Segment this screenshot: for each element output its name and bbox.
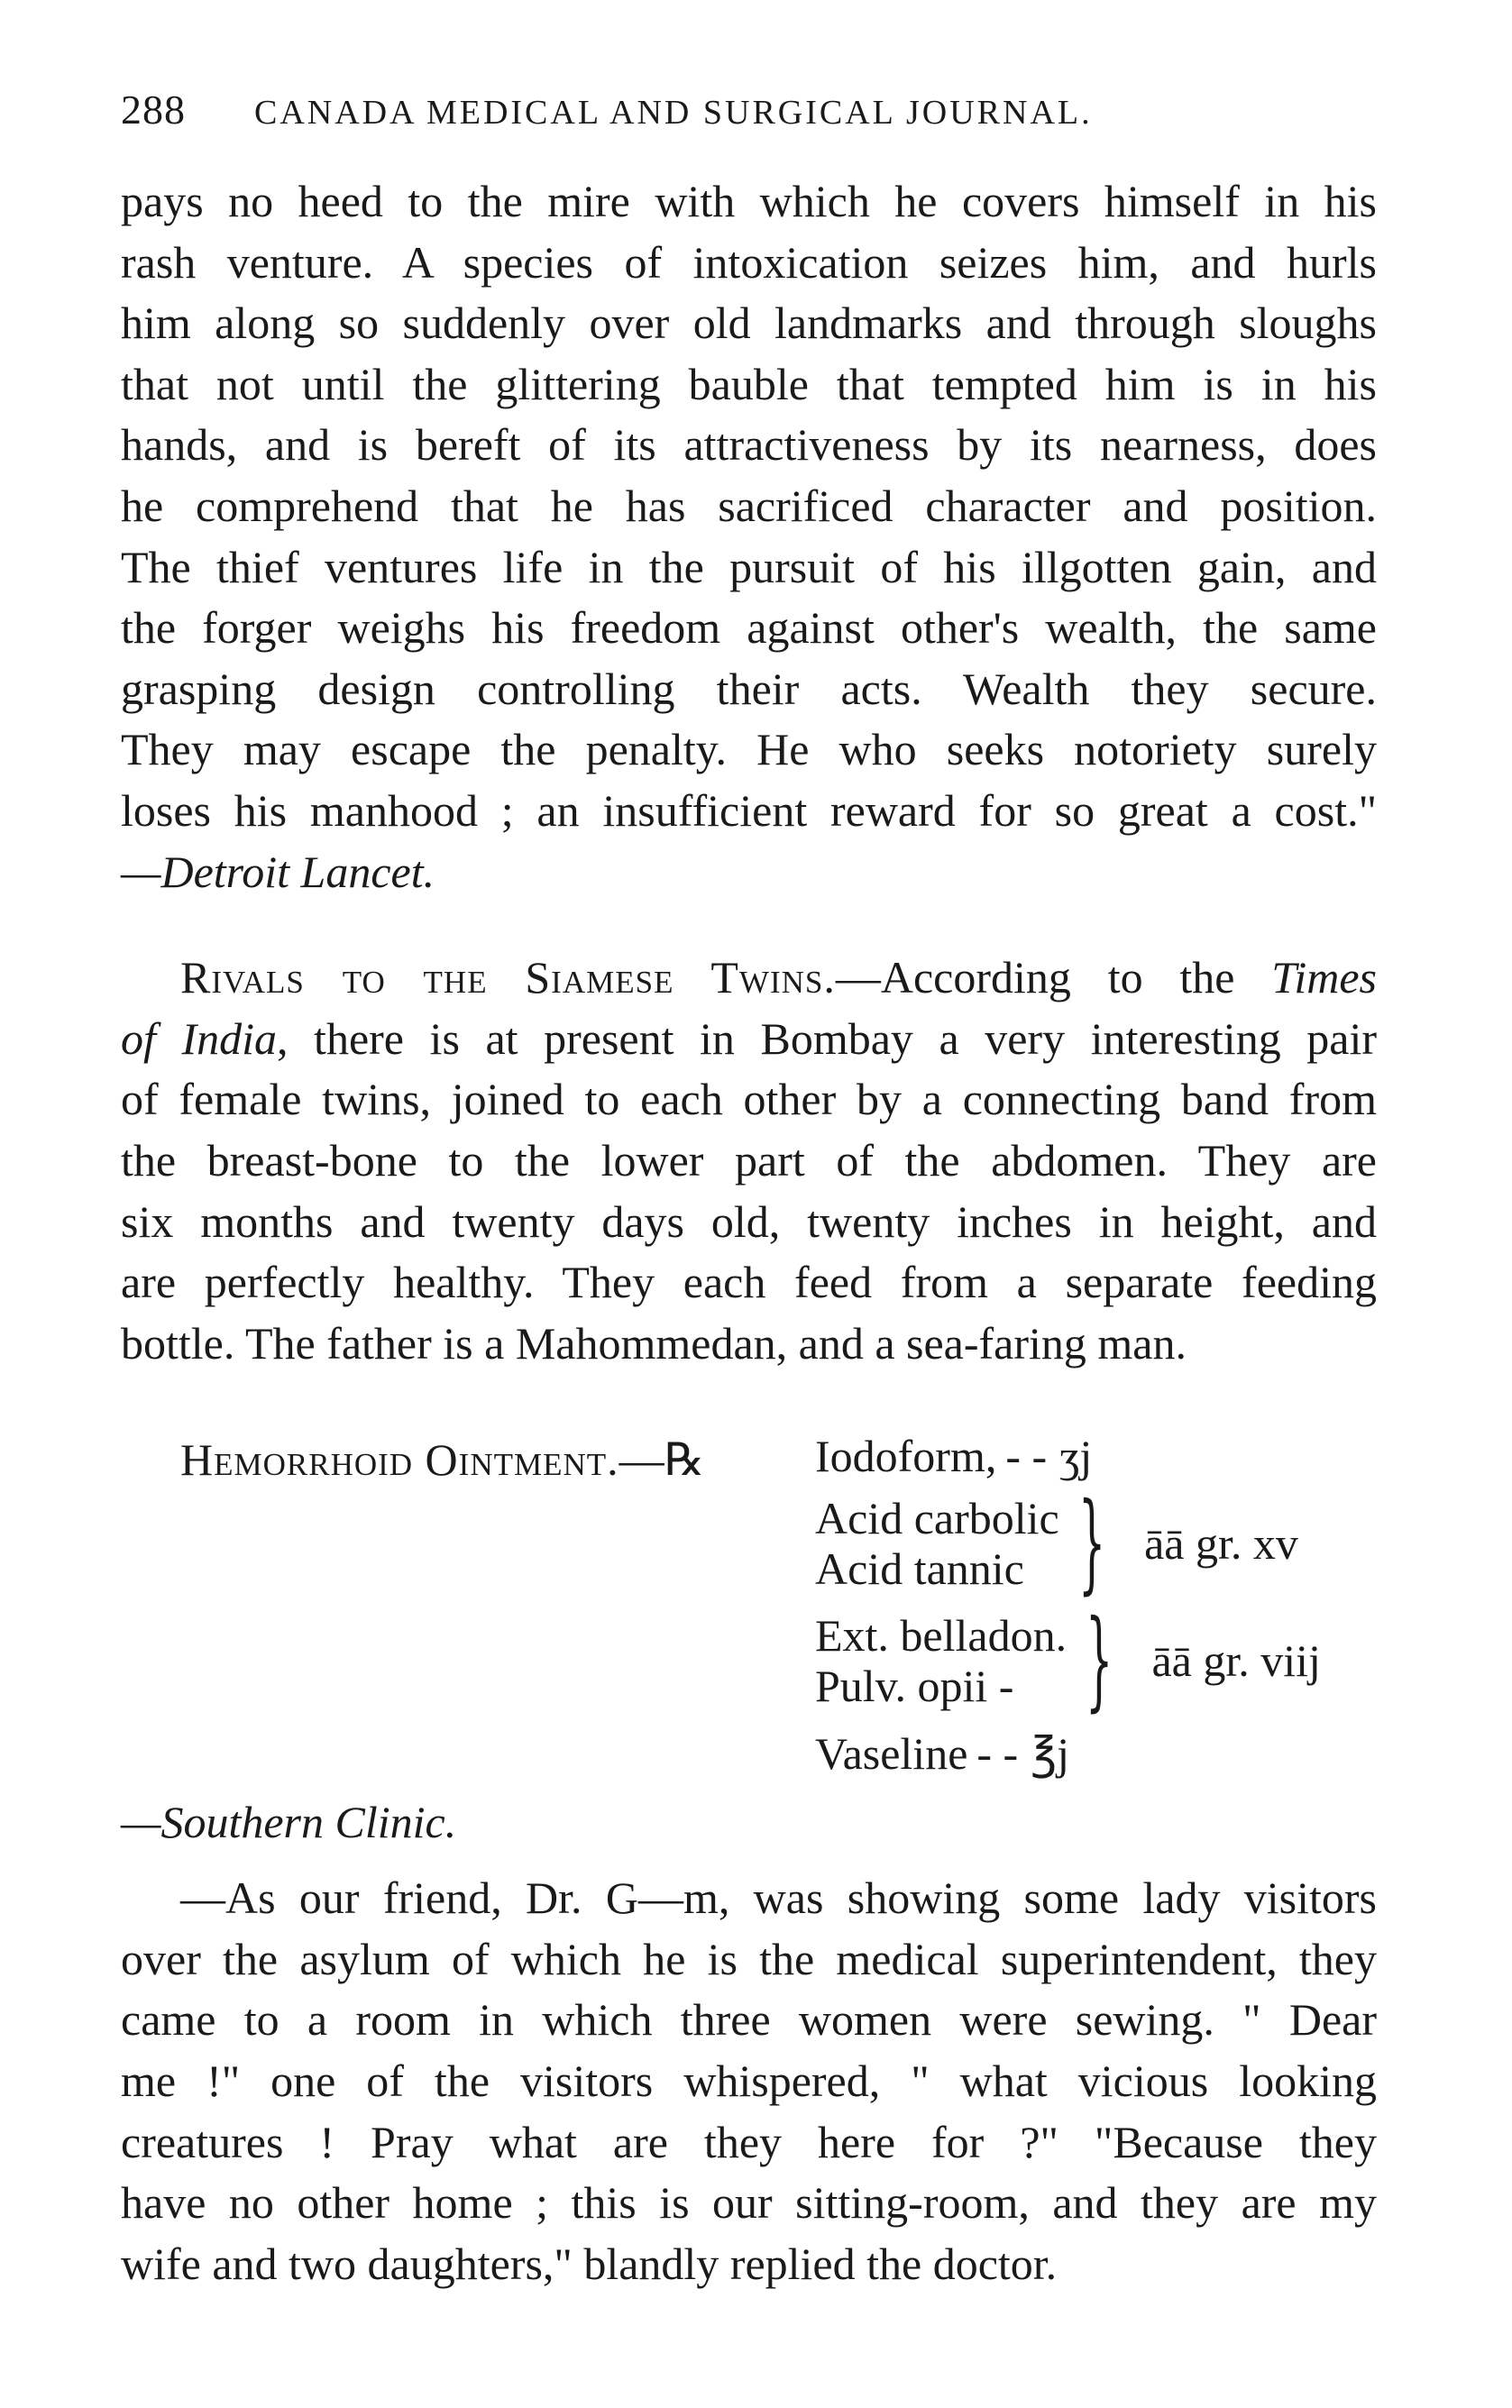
ingredient-quantity: ʒj (1059, 1431, 1093, 1482)
ingredient-list (815, 1426, 1356, 1783)
ingredient-name: Iodoform, (815, 1431, 997, 1482)
text-line (121, 948, 1377, 1009)
leader-dashes: - - (1005, 1431, 1048, 1482)
ingredient-name: Pulv. opii - (815, 1661, 1014, 1712)
ingredient-name: Ext. belladon. (815, 1610, 1068, 1662)
text-line: came to a room in which three women were sewing. " Dear (121, 1994, 1377, 2046)
article-anecdote (121, 1868, 1377, 2294)
text-line: the breast-bone to the lower part of the abdomen. They are (121, 1134, 1377, 1186)
text-line: the forger weighs his freedom against other's wealth, the same (121, 602, 1377, 654)
prescription-title-text: Hemorrhoid Ointment. (180, 1434, 619, 1486)
text-line: The thief ventures life in the pursuit of his illgotten gain, and (121, 541, 1377, 592)
leader-dashes: - - (976, 1728, 1019, 1780)
ingredient-group (815, 1598, 1356, 1724)
italic-run: of India (121, 1012, 277, 1064)
brace-symbol: } (1077, 1480, 1106, 1607)
text-line: grasping design controlling their acts. Wealth they secure. (121, 663, 1377, 714)
text-line: that not until the glittering bauble that tempted him is in his (121, 358, 1377, 409)
text-line: They may escape the penalty. He who seeks notoriety surely (121, 724, 1377, 775)
brace-symbol: } (1086, 1598, 1113, 1724)
ingredient-name: Acid tannic (815, 1543, 1024, 1595)
text-run: —According to the (835, 952, 1272, 1003)
text-line: loses his manhood ; an insufficient reward for so great a cost." (121, 784, 1377, 836)
ingredient-quantity: ℥j (1031, 1728, 1069, 1780)
prescription-block (121, 1426, 1377, 1848)
text-line: him along so suddenly over old landmarks and through sloughs (121, 298, 1377, 349)
ingredient-name: Acid carbolic (815, 1493, 1059, 1544)
ingredient-group (815, 1480, 1356, 1607)
text-line: —As our friend, Dr. G—m, was showing some lady visitors (180, 1872, 1377, 1924)
page-header (121, 86, 1377, 133)
text-line: rash venture. A species of intoxication seizes him, and hurls (121, 236, 1377, 288)
text-line (121, 1009, 1377, 1070)
text-line: me !" one of the visitors whispered, " what vicious looking (121, 2055, 1377, 2107)
article-detroit-lancet (121, 171, 1377, 902)
ingredient-row (815, 1426, 1356, 1486)
source-citation: —Detroit Lancet. (121, 846, 435, 897)
text-line: over the asylum of which he is the medical superintendent, they (121, 1933, 1377, 1984)
text-line: he comprehend that he has sacrificed character and position. (121, 480, 1377, 531)
article-siamese-twins (121, 948, 1377, 1374)
article-title: Rivals to the Siamese Twins. (180, 952, 836, 1003)
text-line: wife and two daughters," blandly replied the doctor. (121, 2238, 1058, 2289)
prescription-title (180, 1433, 704, 1486)
text-run: , there is at present in Bombay a very interesting pair (277, 1012, 1377, 1064)
text-line: of female twins, joined to each other by a connecting band from (121, 1074, 1377, 1125)
source-citation: —Southern Clinic. (121, 1797, 457, 1848)
recipe-symbol: —℞ (619, 1434, 705, 1486)
text-line: bottle. The father is a Mahommedan, and a sea-faring man. (121, 1317, 1187, 1369)
page-number: 288 (121, 87, 186, 133)
italic-run: Times (1271, 952, 1377, 1003)
text-line: are perfectly healthy. They each feed from a separate feeding (121, 1257, 1377, 1308)
ingredient-row (815, 1724, 1356, 1783)
text-line: hands, and is bereft of its attractiveness by its nearness, does (121, 419, 1377, 471)
ingredient-quantity: āā gr. xv (1144, 1518, 1298, 1570)
text-line: six months and twenty days old, twenty inches in height, and (121, 1195, 1377, 1247)
text-line: have no other home ; this is our sitting-room, and they are my (121, 2177, 1377, 2229)
text-line: pays no heed to the mire with which he covers himself in his (121, 176, 1377, 226)
running-head: CANADA MEDICAL AND SURGICAL JOURNAL. (254, 94, 1093, 132)
ingredient-name: Vaseline (815, 1728, 968, 1780)
ingredient-quantity: āā gr. viij (1151, 1635, 1321, 1687)
text-line: creatures ! Pray what are they here for ?" "Because they (121, 2116, 1377, 2167)
